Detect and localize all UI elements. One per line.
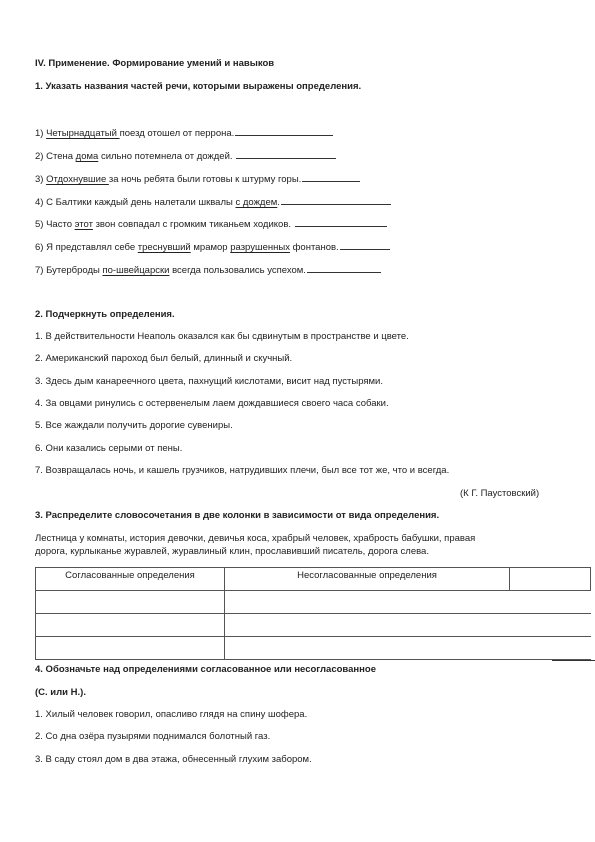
table-cell[interactable]	[225, 591, 591, 614]
task1-item	[35, 149, 336, 163]
task1-item	[35, 240, 390, 254]
underlined-word: с дождем	[235, 197, 278, 208]
col3-header	[510, 568, 591, 591]
task2-item: 5. Все жаждали получить дорогие сувениры.	[35, 420, 233, 431]
item-number: 3)	[35, 174, 44, 185]
task3-title: 3. Распределите словосочетания в две колонки в зависимости от вида определения.	[35, 510, 440, 521]
table-cell[interactable]	[225, 614, 591, 637]
task2-item: 7. Возвращалась ночь, и кашель грузчиков, натрудивших плечи, был все тот же, что и всегда.	[35, 465, 450, 476]
task4-title: (С. или Н.).	[35, 687, 86, 698]
task1-item	[35, 126, 333, 140]
task4-title: 4. Обозначьте над определениями согласованное или несогласованное	[35, 664, 376, 675]
table-cell[interactable]	[36, 591, 225, 614]
item-text: 5) Часто	[35, 219, 75, 230]
underlined-word: этот	[74, 219, 93, 230]
attribution: (К Г. Паустовский)	[460, 488, 540, 499]
task1-item	[35, 172, 360, 186]
table-row	[36, 614, 591, 637]
item-text: мрамор	[190, 242, 231, 253]
table-row	[36, 637, 591, 660]
item-number: 1)	[35, 128, 44, 139]
table-cell[interactable]	[36, 614, 225, 637]
underlined-word: разрушенных	[230, 242, 290, 253]
table-cell[interactable]	[225, 637, 591, 660]
item-text: 7) Бутерброды	[35, 265, 103, 276]
item-text: поезд отошел от перрона.	[119, 128, 235, 139]
task3-text: Лестница у комнаты, история девочки, девичья коса, храбрый человек, храбрость бабушки, правая	[35, 533, 476, 544]
col2-header: Несогласованные определения	[225, 568, 510, 591]
table-row	[36, 591, 591, 614]
answer-blank[interactable]	[340, 240, 390, 250]
task2-item: 3. Здесь дым канареечного цвета, пахнущий кислотами, висит над пустырями.	[35, 376, 383, 387]
underlined-word: дома	[75, 151, 99, 162]
item-text: 2) Стена	[35, 151, 76, 162]
underlined-word: Четырнадцатый	[46, 128, 120, 139]
item-text: фонтанов.	[289, 242, 339, 253]
underlined-word: треснувший	[137, 242, 191, 253]
item-text: звон совпадал с громким тиканьем ходиков.	[92, 219, 294, 230]
classification-table	[35, 567, 591, 660]
table-header-row	[36, 568, 591, 591]
task2-title: 2. Подчеркнуть определения.	[35, 309, 175, 320]
item-text: сильно потемнела от дождей.	[98, 151, 236, 162]
answer-blank[interactable]	[235, 126, 333, 136]
task4-item: 3. В саду стоял дом в два этажа, обнесенный глухим забором.	[35, 754, 312, 765]
item-text: 6) Я представлял себе	[35, 242, 138, 253]
task4-item: 2. Со дна озёра пузырями поднимался болотный газ.	[35, 731, 271, 742]
task2-item: 4. За овцами ринулись с остервенелым лаем дождавшиеся своего часа собаки.	[35, 398, 389, 409]
answer-blank[interactable]	[236, 149, 336, 159]
answer-blank[interactable]	[307, 263, 381, 273]
task2-item: 2. Американский пароход был белый, длинный и скучный.	[35, 353, 293, 364]
table-cell[interactable]	[36, 637, 225, 660]
answer-blank[interactable]	[281, 195, 391, 205]
task1-item	[35, 217, 387, 231]
underlined-word: по-швейцарски	[102, 265, 170, 276]
section-heading: IV. Применение. Формирование умений и навыков	[35, 58, 275, 69]
item-text: всегда пользовались успехом.	[169, 265, 306, 276]
answer-blank[interactable]	[295, 217, 387, 227]
task1-title: 1. Указать названия частей речи, которыми выражены определения.	[35, 81, 362, 92]
item-text: 4) С Балтики каждый день налетали шквалы	[35, 197, 236, 208]
answer-blank[interactable]	[302, 172, 360, 182]
task4-item: 1. Хилый человек говорил, опасливо глядя на спину шофера.	[35, 709, 308, 720]
task1-item	[35, 195, 391, 209]
divider	[552, 660, 595, 661]
task3-text: дорога, курлыканье журавлей, журавлиный клин, прославивший писатель, дорога слева.	[35, 546, 429, 557]
task2-item: 6. Они казались серыми от пены.	[35, 443, 183, 454]
item-text: за ночь ребята были готовы к штурму горы.	[108, 174, 302, 185]
item-text: .	[277, 197, 280, 208]
task1-item	[35, 263, 381, 277]
task2-item: 1. В действительности Неаполь оказался как бы сдвинутым в пространстве и цвете.	[35, 331, 409, 342]
col1-header: Согласованные определения	[36, 568, 225, 591]
underlined-word: Отдохнувшие	[46, 174, 109, 185]
